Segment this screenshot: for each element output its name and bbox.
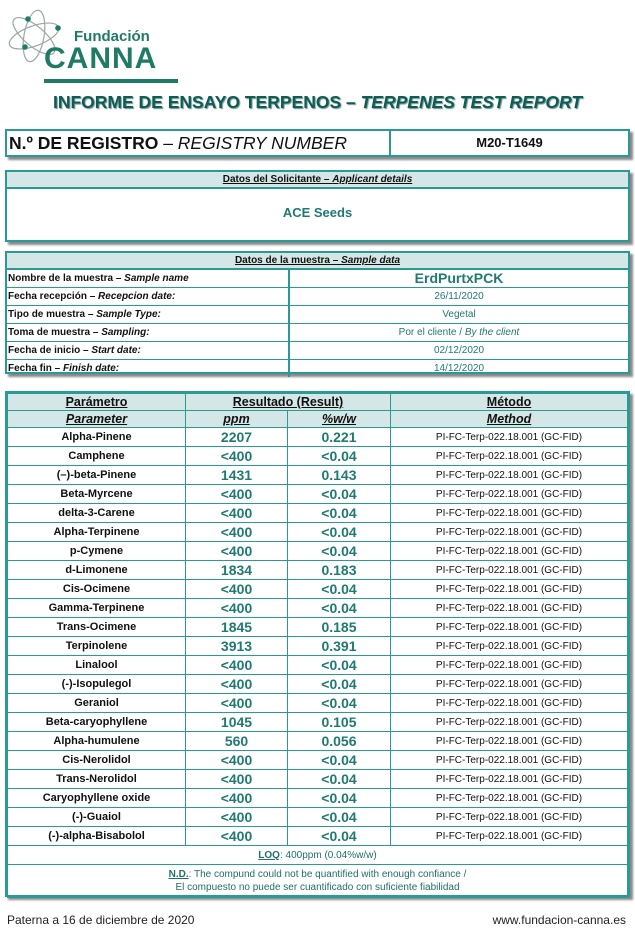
- ww-cell: 0.221: [288, 428, 391, 447]
- ww-cell: 0.105: [288, 713, 391, 732]
- ww-cell: <0.04: [288, 808, 391, 827]
- result-row: [8, 542, 628, 561]
- ppm-cell: 1045: [186, 713, 288, 732]
- result-row: [8, 732, 628, 751]
- result-row: [8, 561, 628, 580]
- parameter-cell: delta-3-Carene: [8, 504, 186, 523]
- logo-canna: CANNA: [44, 42, 158, 75]
- sample-header-es: Datos de la muestra –: [234, 255, 342, 266]
- parameter-cell: (-)-Guaiol: [8, 808, 186, 827]
- method-cell: PI-FC-Terp-022.18.001 (GC-FID): [391, 694, 628, 713]
- applicant-header-es: Datos del Solicitante –: [222, 174, 333, 185]
- result-row: [8, 580, 628, 599]
- ww-cell: <0.04: [288, 675, 391, 694]
- method-cell: PI-FC-Terp-022.18.001 (GC-FID): [391, 580, 628, 599]
- applicant-name: ACE Seeds: [282, 205, 353, 220]
- result-row: [8, 808, 628, 827]
- ppm-cell: <400: [186, 751, 288, 770]
- nd-text-en: : The compund could not be quantified with enough confiance /: [188, 869, 467, 880]
- method-cell: PI-FC-Terp-022.18.001 (GC-FID): [391, 466, 628, 485]
- method-cell: PI-FC-Terp-022.18.001 (GC-FID): [391, 732, 628, 751]
- ppm-cell: <400: [186, 808, 288, 827]
- ppm-cell: 1845: [186, 618, 288, 637]
- result-row: [8, 447, 628, 466]
- result-row: [8, 428, 628, 447]
- parameter-cell: Alpha-humulene: [8, 732, 186, 751]
- sample-label-en: Recepcion date:: [98, 291, 176, 302]
- ppm-cell: <400: [186, 675, 288, 694]
- ww-cell: <0.04: [288, 447, 391, 466]
- method-cell: PI-FC-Terp-022.18.001 (GC-FID): [391, 523, 628, 542]
- parameter-cell: Beta-Myrcene: [8, 485, 186, 504]
- applicant-header-en: Applicant details: [332, 174, 413, 185]
- header-ppm: ppm: [186, 411, 288, 428]
- ww-cell: <0.04: [288, 751, 391, 770]
- result-row: [8, 504, 628, 523]
- method-cell: PI-FC-Terp-022.18.001 (GC-FID): [391, 504, 628, 523]
- ppm-cell: 3913: [186, 637, 288, 656]
- ww-cell: <0.04: [288, 694, 391, 713]
- registry-label: [7, 131, 391, 155]
- applicant-header: [7, 172, 628, 189]
- sample-label-en: Sample name: [124, 273, 189, 284]
- result-row: [8, 713, 628, 732]
- method-cell: PI-FC-Terp-022.18.001 (GC-FID): [391, 808, 628, 827]
- method-cell: PI-FC-Terp-022.18.001 (GC-FID): [391, 751, 628, 770]
- parameter-cell: Gamma-Terpinene: [8, 599, 186, 618]
- header-ww: %w/w: [288, 411, 391, 428]
- method-cell: PI-FC-Terp-022.18.001 (GC-FID): [391, 637, 628, 656]
- result-row: [8, 599, 628, 618]
- footer-place-date: Paterna a 16 de diciembre de 2020: [7, 913, 195, 927]
- header-method-en: Method: [391, 411, 628, 428]
- result-row: [8, 618, 628, 637]
- result-row: [8, 827, 628, 846]
- method-cell: PI-FC-Terp-022.18.001 (GC-FID): [391, 618, 628, 637]
- sample-header-en: Sample data: [341, 255, 401, 266]
- parameter-cell: p-Cymene: [8, 542, 186, 561]
- sample-row-sampling: [7, 323, 628, 341]
- registry-label-en: REGISTRY NUMBER: [177, 133, 347, 153]
- parameter-cell: Camphene: [8, 447, 186, 466]
- ww-cell: 0.185: [288, 618, 391, 637]
- ppm-cell: <400: [186, 523, 288, 542]
- ww-cell: 0.391: [288, 637, 391, 656]
- method-cell: PI-FC-Terp-022.18.001 (GC-FID): [391, 827, 628, 846]
- header-parameter-es: Parámetro: [8, 394, 186, 411]
- title-dash: –: [341, 92, 361, 112]
- header-method-es: Método: [391, 394, 628, 411]
- ppm-cell: <400: [186, 504, 288, 523]
- result-row: [8, 675, 628, 694]
- ww-cell: <0.04: [288, 827, 391, 846]
- parameter-cell: (-)-Isopulegol: [8, 675, 186, 694]
- result-row: [8, 770, 628, 789]
- title-main: INFORME DE ENSAYO TERPENOS: [52, 92, 342, 112]
- footer-website[interactable]: www.fundacion-canna.es: [492, 913, 626, 927]
- sample-box: [5, 251, 630, 374]
- sample-label-es: Nombre de la muestra –: [8, 273, 125, 284]
- sample-label-es: Fecha recepción –: [8, 291, 99, 302]
- ww-cell: <0.04: [288, 542, 391, 561]
- sample-value: 14/12/2020: [433, 363, 485, 374]
- result-row: [8, 485, 628, 504]
- result-row: [8, 751, 628, 770]
- method-cell: PI-FC-Terp-022.18.001 (GC-FID): [391, 542, 628, 561]
- ww-cell: <0.04: [288, 504, 391, 523]
- ww-cell: 0.056: [288, 732, 391, 751]
- header-parameter-en: Parameter: [8, 411, 186, 428]
- results-table: [7, 393, 628, 898]
- ppm-cell: <400: [186, 789, 288, 808]
- sample-row-start-date: [7, 341, 628, 359]
- ppm-cell: 560: [186, 732, 288, 751]
- ppm-cell: <400: [186, 694, 288, 713]
- parameter-cell: Linalool: [8, 656, 186, 675]
- ww-cell: 0.143: [288, 466, 391, 485]
- sample-label-es: Toma de muestra –: [8, 327, 102, 338]
- method-cell: PI-FC-Terp-022.18.001 (GC-FID): [391, 713, 628, 732]
- parameter-cell: Cis-Ocimene: [8, 580, 186, 599]
- sample-label-en: Sample Type:: [96, 309, 161, 320]
- ppm-cell: 2207: [186, 428, 288, 447]
- ppm-cell: <400: [186, 656, 288, 675]
- sample-row-finish-date: [7, 359, 628, 377]
- ppm-cell: 1834: [186, 561, 288, 580]
- sample-value: 02/12/2020: [433, 345, 485, 356]
- ww-cell: 0.183: [288, 561, 391, 580]
- sampling-value-en: By the client: [464, 327, 520, 338]
- parameter-cell: Alpha-Pinene: [8, 428, 186, 447]
- header-result-es: Resultado (Result): [186, 394, 391, 411]
- parameter-cell: (-)-alpha-Bisabolol: [8, 827, 186, 846]
- ww-cell: <0.04: [288, 485, 391, 504]
- result-row: [8, 466, 628, 485]
- logo-underline: [44, 79, 178, 83]
- parameter-cell: Geraniol: [8, 694, 186, 713]
- sample-header: [7, 253, 628, 269]
- ppm-cell: <400: [186, 447, 288, 466]
- method-cell: PI-FC-Terp-022.18.001 (GC-FID): [391, 599, 628, 618]
- registry-box: [5, 129, 630, 157]
- method-cell: PI-FC-Terp-022.18.001 (GC-FID): [391, 447, 628, 466]
- ppm-cell: <400: [186, 580, 288, 599]
- title-italic: TERPENES TEST REPORT: [360, 92, 582, 112]
- parameter-cell: Caryophyllene oxide: [8, 789, 186, 808]
- registry-number: M20-T1649: [476, 135, 543, 150]
- method-cell: PI-FC-Terp-022.18.001 (GC-FID): [391, 561, 628, 580]
- method-cell: PI-FC-Terp-022.18.001 (GC-FID): [391, 656, 628, 675]
- nd-label: N.D.: [168, 869, 189, 880]
- ppm-cell: <400: [186, 599, 288, 618]
- sample-row-name: [7, 269, 628, 287]
- nd-text-es: El compuesto no puede ser cuantificado con suficiente fiabilidad: [175, 882, 460, 893]
- result-row: [8, 523, 628, 542]
- nd-note: [8, 865, 628, 898]
- loq-label: LOQ: [258, 849, 280, 861]
- sample-value: 26/11/2020: [434, 291, 484, 302]
- parameter-cell: Beta-caryophyllene: [8, 713, 186, 732]
- loq-text: : 400ppm (0.04%w/w): [279, 849, 377, 861]
- result-row: [8, 694, 628, 713]
- fundacion-canna-logo: [6, 8, 181, 83]
- method-cell: PI-FC-Terp-022.18.001 (GC-FID): [391, 789, 628, 808]
- parameter-cell: Alpha-Terpinene: [8, 523, 186, 542]
- registry-label-es: N.º DE REGISTRO: [9, 133, 159, 153]
- ppm-cell: 1431: [186, 466, 288, 485]
- sample-row-type: [7, 305, 628, 323]
- method-cell: PI-FC-Terp-022.18.001 (GC-FID): [391, 428, 628, 447]
- logo-fundacion: Fundación: [74, 28, 150, 45]
- sample-label-en: Sampling:: [101, 327, 150, 338]
- sample-label-en: Start date:: [91, 345, 141, 356]
- parameter-cell: d-Limonene: [8, 561, 186, 580]
- results-box: [5, 391, 630, 897]
- method-cell: PI-FC-Terp-022.18.001 (GC-FID): [391, 485, 628, 504]
- ww-cell: <0.04: [288, 580, 391, 599]
- ppm-cell: <400: [186, 770, 288, 789]
- ppm-cell: <400: [186, 827, 288, 846]
- method-cell: PI-FC-Terp-022.18.001 (GC-FID): [391, 675, 628, 694]
- parameter-cell: Trans-Nerolidol: [8, 770, 186, 789]
- sample-label-es: Tipo de muestra –: [8, 309, 97, 320]
- sample-label-es: Fecha de inicio –: [8, 345, 92, 356]
- applicant-box: [5, 170, 630, 242]
- sample-label-es: Fecha fin –: [8, 363, 64, 374]
- ww-cell: <0.04: [288, 770, 391, 789]
- result-row: [8, 637, 628, 656]
- ppm-cell: <400: [186, 542, 288, 561]
- result-row: [8, 656, 628, 675]
- ww-cell: <0.04: [288, 789, 391, 808]
- parameter-cell: (–)-beta-Pinene: [8, 466, 186, 485]
- registry-dash: –: [158, 133, 178, 153]
- loq-note: [8, 846, 628, 865]
- parameter-cell: Terpinolene: [8, 637, 186, 656]
- ww-cell: <0.04: [288, 599, 391, 618]
- parameter-cell: Trans-Ocimene: [8, 618, 186, 637]
- sampling-value-es: Por el cliente /: [398, 327, 465, 338]
- sample-value: [290, 324, 628, 341]
- result-row: [8, 789, 628, 808]
- method-cell: PI-FC-Terp-022.18.001 (GC-FID): [391, 770, 628, 789]
- parameter-cell: Cis-Nerolidol: [8, 751, 186, 770]
- sample-row-reception-date: [7, 287, 628, 305]
- ww-cell: <0.04: [288, 523, 391, 542]
- ppm-cell: <400: [186, 485, 288, 504]
- sample-value: Vegetal: [442, 309, 476, 320]
- sample-value: ErdPurtxPCK: [414, 270, 504, 286]
- ww-cell: <0.04: [288, 656, 391, 675]
- sample-label-en: Finish date:: [63, 363, 120, 374]
- report-title: [0, 92, 635, 113]
